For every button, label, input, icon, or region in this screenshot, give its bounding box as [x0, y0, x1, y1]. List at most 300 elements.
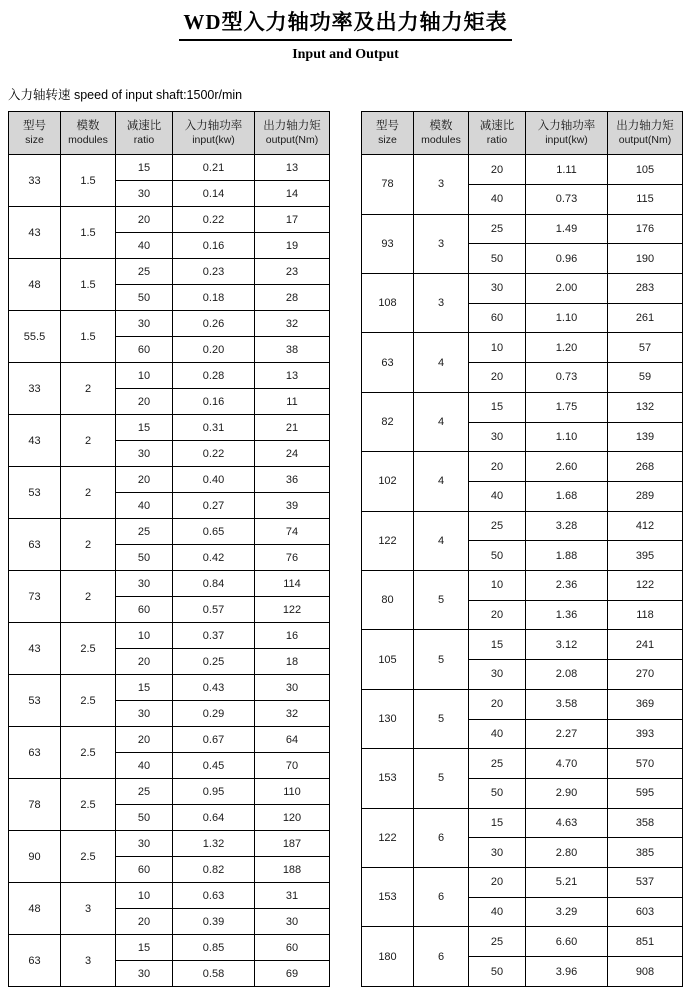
cell-size: 78 — [9, 779, 61, 831]
cell-input: 0.18 — [173, 285, 255, 311]
cell-output: 190 — [608, 244, 683, 274]
cell-ratio: 50 — [469, 957, 526, 987]
header-input — [173, 112, 255, 155]
cell-size: 33 — [9, 155, 61, 207]
cell-ratio: 25 — [116, 779, 173, 805]
cell-input: 0.65 — [173, 519, 255, 545]
cell-input: 0.82 — [173, 857, 255, 883]
cell-input: 0.28 — [173, 363, 255, 389]
right-table-body — [362, 155, 683, 987]
cell-output: 13 — [255, 155, 330, 181]
cell-ratio: 40 — [469, 719, 526, 749]
header-input-cn: 入力轴功率 — [184, 120, 243, 133]
cell-ratio: 25 — [469, 927, 526, 957]
cell-input: 0.37 — [173, 623, 255, 649]
cell-size: 53 — [9, 675, 61, 727]
cell-size: 63 — [9, 935, 61, 987]
cell-input: 0.22 — [173, 207, 255, 233]
cell-modules: 2 — [61, 519, 116, 571]
cell-output: 28 — [255, 285, 330, 311]
cell-size: 122 — [362, 511, 414, 570]
cell-input: 2.27 — [526, 719, 608, 749]
cell-size: 102 — [362, 452, 414, 511]
cell-ratio: 30 — [116, 571, 173, 597]
header-modules — [61, 112, 116, 155]
cell-ratio: 25 — [469, 749, 526, 779]
cell-ratio: 10 — [116, 883, 173, 909]
cell-input: 0.14 — [173, 181, 255, 207]
cell-ratio: 30 — [469, 422, 526, 452]
header-modules-cn: 模数 — [76, 120, 100, 133]
cell-size: 82 — [362, 392, 414, 451]
header-ratio-cn: 减速比 — [479, 120, 515, 133]
cell-modules: 2.5 — [61, 623, 116, 675]
cell-ratio: 15 — [116, 935, 173, 961]
header-output — [255, 112, 330, 155]
header-model-cn: 型号 — [376, 120, 399, 133]
cell-modules: 5 — [414, 571, 469, 630]
cell-output: 16 — [255, 623, 330, 649]
cell-size: 105 — [362, 630, 414, 689]
cell-modules: 6 — [414, 808, 469, 867]
cell-output: 118 — [608, 600, 683, 630]
cell-size: 153 — [362, 749, 414, 808]
cell-ratio: 10 — [116, 623, 173, 649]
cell-ratio: 30 — [469, 274, 526, 304]
cell-output: 19 — [255, 233, 330, 259]
cell-input: 3.96 — [526, 957, 608, 987]
header-input-en: input(kw) — [545, 133, 588, 146]
cell-output: 18 — [255, 649, 330, 675]
cell-output: 270 — [608, 660, 683, 690]
cell-ratio: 25 — [116, 259, 173, 285]
cell-ratio: 30 — [116, 701, 173, 727]
cell-input: 0.96 — [526, 244, 608, 274]
cell-input: 0.95 — [173, 779, 255, 805]
cell-input: 2.60 — [526, 452, 608, 482]
table-row — [362, 571, 683, 601]
cell-size: 48 — [9, 883, 61, 935]
cell-size: 43 — [9, 623, 61, 675]
cell-output: 11 — [255, 389, 330, 415]
cell-output: 23 — [255, 259, 330, 285]
cell-output: 122 — [255, 597, 330, 623]
cell-output: 17 — [255, 207, 330, 233]
cell-ratio: 15 — [469, 392, 526, 422]
table-row — [9, 883, 330, 909]
cell-input: 0.21 — [173, 155, 255, 181]
cell-output: 105 — [608, 155, 683, 185]
cell-modules: 2.5 — [61, 779, 116, 831]
cell-output: 115 — [608, 184, 683, 214]
cell-ratio: 50 — [116, 805, 173, 831]
cell-ratio: 40 — [116, 493, 173, 519]
cell-modules: 1.5 — [61, 311, 116, 363]
cell-size: 130 — [362, 689, 414, 748]
cell-input: 0.31 — [173, 415, 255, 441]
table-row — [362, 274, 683, 304]
cell-ratio: 20 — [116, 389, 173, 415]
cell-input: 0.40 — [173, 467, 255, 493]
cell-output: 283 — [608, 274, 683, 304]
cell-ratio: 15 — [469, 630, 526, 660]
cell-ratio: 20 — [469, 600, 526, 630]
cell-input: 0.23 — [173, 259, 255, 285]
cell-input: 1.36 — [526, 600, 608, 630]
header-modules-cn: 模数 — [429, 120, 453, 133]
cell-input: 2.80 — [526, 838, 608, 868]
cell-output: 369 — [608, 689, 683, 719]
cell-ratio: 15 — [116, 155, 173, 181]
cell-output: 289 — [608, 481, 683, 511]
cell-input: 4.63 — [526, 808, 608, 838]
cell-ratio: 50 — [469, 244, 526, 274]
cell-output: 268 — [608, 452, 683, 482]
cell-ratio: 30 — [116, 831, 173, 857]
table-row — [362, 333, 683, 363]
cell-output: 32 — [255, 311, 330, 337]
cell-output: 122 — [608, 571, 683, 601]
cell-input: 0.16 — [173, 389, 255, 415]
cell-output: 39 — [255, 493, 330, 519]
cell-ratio: 20 — [116, 909, 173, 935]
cell-size: 53 — [9, 467, 61, 519]
cell-input: 3.29 — [526, 897, 608, 927]
cell-ratio: 25 — [469, 511, 526, 541]
cell-ratio: 60 — [469, 303, 526, 333]
table-row — [9, 727, 330, 753]
table-row — [9, 259, 330, 285]
cell-ratio: 10 — [116, 363, 173, 389]
cell-ratio: 30 — [116, 961, 173, 987]
cell-modules: 4 — [414, 511, 469, 570]
table-row — [362, 155, 683, 185]
cell-ratio: 20 — [116, 467, 173, 493]
cell-input: 0.45 — [173, 753, 255, 779]
table-row — [9, 935, 330, 961]
cell-modules: 4 — [414, 452, 469, 511]
cell-ratio: 20 — [469, 689, 526, 719]
page-title: WD型入力轴功率及出力轴力矩表 — [179, 10, 511, 41]
cell-ratio: 20 — [469, 363, 526, 393]
cell-input: 0.85 — [173, 935, 255, 961]
header-ratio-cn: 减速比 — [126, 120, 162, 133]
cell-ratio: 40 — [116, 233, 173, 259]
header-modules-en: modules — [68, 133, 108, 146]
cell-ratio: 60 — [116, 337, 173, 363]
cell-input: 0.16 — [173, 233, 255, 259]
cell-output: 358 — [608, 808, 683, 838]
cell-modules: 3 — [414, 214, 469, 273]
cell-input: 0.63 — [173, 883, 255, 909]
cell-output: 188 — [255, 857, 330, 883]
cell-modules: 3 — [61, 935, 116, 987]
cell-size: 78 — [362, 155, 414, 214]
tables-container — [0, 111, 691, 987]
cell-ratio: 50 — [469, 541, 526, 571]
table-row — [362, 749, 683, 779]
cell-output: 30 — [255, 675, 330, 701]
cell-modules: 4 — [414, 333, 469, 392]
cell-size: 55.5 — [9, 311, 61, 363]
table-row — [9, 207, 330, 233]
cell-input: 4.70 — [526, 749, 608, 779]
cell-ratio: 15 — [116, 415, 173, 441]
cell-size: 180 — [362, 927, 414, 987]
cell-output: 595 — [608, 778, 683, 808]
cell-input: 2.36 — [526, 571, 608, 601]
cell-size: 122 — [362, 808, 414, 867]
table-row — [9, 623, 330, 649]
cell-ratio: 30 — [116, 311, 173, 337]
cell-modules: 3 — [414, 155, 469, 214]
cell-input: 6.60 — [526, 927, 608, 957]
header-modules-en: modules — [421, 133, 461, 146]
cell-input: 3.28 — [526, 511, 608, 541]
header-output-cn: 出力轴力矩 — [616, 120, 674, 133]
cell-ratio: 40 — [469, 481, 526, 511]
cell-output: 31 — [255, 883, 330, 909]
header-input-en: input(kw) — [192, 133, 235, 146]
cell-output: 395 — [608, 541, 683, 571]
cell-ratio: 15 — [116, 675, 173, 701]
cell-output: 30 — [255, 909, 330, 935]
table-header-row — [9, 112, 330, 155]
cell-output: 59 — [608, 363, 683, 393]
cell-input: 1.32 — [173, 831, 255, 857]
table-header-row — [362, 112, 683, 155]
cell-input: 0.57 — [173, 597, 255, 623]
cell-ratio: 60 — [116, 597, 173, 623]
cell-modules: 2 — [61, 467, 116, 519]
table-row — [362, 392, 683, 422]
cell-output: 261 — [608, 303, 683, 333]
cell-output: 241 — [608, 630, 683, 660]
cell-input: 3.58 — [526, 689, 608, 719]
cell-input: 1.10 — [526, 303, 608, 333]
page-subtitle: Input and Output — [292, 47, 399, 63]
header-ratio — [116, 112, 173, 155]
cell-input: 1.68 — [526, 481, 608, 511]
table-row — [362, 868, 683, 898]
cell-modules: 5 — [414, 689, 469, 748]
header-model — [362, 112, 414, 155]
cell-input: 0.43 — [173, 675, 255, 701]
cell-output: 76 — [255, 545, 330, 571]
header-model — [9, 112, 61, 155]
cell-output: 74 — [255, 519, 330, 545]
header-model-en: size — [378, 133, 397, 146]
cell-size: 108 — [362, 274, 414, 333]
table-row — [9, 155, 330, 181]
cell-input: 1.20 — [526, 333, 608, 363]
header-modules — [414, 112, 469, 155]
cell-modules: 2 — [61, 363, 116, 415]
cell-input: 1.88 — [526, 541, 608, 571]
cell-size: 153 — [362, 868, 414, 927]
cell-output: 385 — [608, 838, 683, 868]
cell-size: 43 — [9, 207, 61, 259]
left-table-body — [9, 155, 330, 987]
cell-output: 69 — [255, 961, 330, 987]
cell-size: 63 — [9, 519, 61, 571]
cell-input: 0.67 — [173, 727, 255, 753]
cell-input: 0.73 — [526, 184, 608, 214]
cell-modules: 2 — [61, 415, 116, 467]
cell-output: 603 — [608, 897, 683, 927]
cell-input: 0.25 — [173, 649, 255, 675]
cell-input: 1.11 — [526, 155, 608, 185]
cell-ratio: 30 — [116, 441, 173, 467]
cell-size: 48 — [9, 259, 61, 311]
cell-ratio: 10 — [469, 333, 526, 363]
cell-ratio: 30 — [116, 181, 173, 207]
cell-output: 60 — [255, 935, 330, 961]
header-ratio-en: ratio — [133, 133, 155, 146]
cell-ratio: 50 — [116, 285, 173, 311]
cell-input: 2.00 — [526, 274, 608, 304]
table-row — [362, 214, 683, 244]
cell-ratio: 30 — [469, 660, 526, 690]
cell-input: 1.49 — [526, 214, 608, 244]
cell-size: 43 — [9, 415, 61, 467]
table-row — [362, 630, 683, 660]
cell-output: 120 — [255, 805, 330, 831]
cell-output: 32 — [255, 701, 330, 727]
header-output-cn: 出力轴力矩 — [263, 120, 321, 133]
cell-output: 70 — [255, 753, 330, 779]
input-shaft-speed-note: 入力轴转速 speed of input shaft:1500r/min — [8, 88, 243, 103]
cell-output: 14 — [255, 181, 330, 207]
header-input-cn: 入力轴功率 — [537, 120, 596, 133]
cell-output: 57 — [608, 333, 683, 363]
table-row — [362, 808, 683, 838]
cell-output: 110 — [255, 779, 330, 805]
cell-input: 0.64 — [173, 805, 255, 831]
cell-size: 63 — [9, 727, 61, 779]
cell-size: 93 — [362, 214, 414, 273]
right-data-table — [361, 111, 683, 987]
cell-modules: 2.5 — [61, 675, 116, 727]
cell-modules: 5 — [414, 630, 469, 689]
table-row — [9, 779, 330, 805]
cell-modules: 6 — [414, 927, 469, 987]
title-block — [0, 0, 691, 63]
table-row — [9, 415, 330, 441]
table-row — [9, 467, 330, 493]
cell-modules: 1.5 — [61, 259, 116, 311]
cell-input: 1.75 — [526, 392, 608, 422]
cell-ratio: 20 — [469, 868, 526, 898]
cell-input: 0.42 — [173, 545, 255, 571]
cell-ratio: 10 — [469, 571, 526, 601]
cell-size: 80 — [362, 571, 414, 630]
cell-input: 0.29 — [173, 701, 255, 727]
cell-output: 132 — [608, 392, 683, 422]
cell-ratio: 20 — [469, 452, 526, 482]
header-input — [526, 112, 608, 155]
cell-output: 187 — [255, 831, 330, 857]
cell-ratio: 25 — [469, 214, 526, 244]
header-ratio — [469, 112, 526, 155]
cell-input: 3.12 — [526, 630, 608, 660]
cell-modules: 6 — [414, 868, 469, 927]
cell-output: 13 — [255, 363, 330, 389]
table-row — [362, 511, 683, 541]
table-row — [9, 519, 330, 545]
cell-modules: 2.5 — [61, 831, 116, 883]
table-row — [9, 311, 330, 337]
cell-output: 64 — [255, 727, 330, 753]
cell-ratio: 20 — [116, 207, 173, 233]
cell-modules: 2 — [61, 571, 116, 623]
cell-modules: 1.5 — [61, 207, 116, 259]
cell-modules: 3 — [414, 274, 469, 333]
table-row — [362, 452, 683, 482]
table-row — [9, 571, 330, 597]
cell-input: 1.10 — [526, 422, 608, 452]
cell-output: 537 — [608, 868, 683, 898]
table-gap — [341, 111, 351, 987]
cell-input: 0.22 — [173, 441, 255, 467]
cell-output: 176 — [608, 214, 683, 244]
cell-modules: 2.5 — [61, 727, 116, 779]
cell-output: 851 — [608, 927, 683, 957]
cell-ratio: 20 — [469, 155, 526, 185]
cell-input: 5.21 — [526, 868, 608, 898]
cell-input: 0.20 — [173, 337, 255, 363]
cell-size: 33 — [9, 363, 61, 415]
cell-ratio: 20 — [116, 727, 173, 753]
cell-ratio: 30 — [469, 838, 526, 868]
cell-input: 0.27 — [173, 493, 255, 519]
cell-ratio: 15 — [469, 808, 526, 838]
table-row — [362, 927, 683, 957]
cell-output: 139 — [608, 422, 683, 452]
cell-ratio: 60 — [116, 857, 173, 883]
cell-output: 114 — [255, 571, 330, 597]
table-row — [9, 831, 330, 857]
left-data-table — [8, 111, 330, 987]
header-output — [608, 112, 683, 155]
cell-modules: 1.5 — [61, 155, 116, 207]
cell-modules: 4 — [414, 392, 469, 451]
cell-size: 90 — [9, 831, 61, 883]
cell-output: 36 — [255, 467, 330, 493]
cell-ratio: 50 — [469, 778, 526, 808]
header-ratio-en: ratio — [486, 133, 508, 146]
table-row — [9, 363, 330, 389]
cell-ratio: 40 — [469, 184, 526, 214]
cell-output: 21 — [255, 415, 330, 441]
cell-ratio: 25 — [116, 519, 173, 545]
cell-output: 393 — [608, 719, 683, 749]
table-row — [9, 675, 330, 701]
cell-ratio: 40 — [116, 753, 173, 779]
header-model-en: size — [25, 133, 44, 146]
cell-output: 412 — [608, 511, 683, 541]
cell-modules: 5 — [414, 749, 469, 808]
cell-input: 2.90 — [526, 778, 608, 808]
cell-input: 0.73 — [526, 363, 608, 393]
cell-output: 570 — [608, 749, 683, 779]
cell-input: 2.08 — [526, 660, 608, 690]
header-model-cn: 型号 — [23, 120, 46, 133]
cell-ratio: 40 — [469, 897, 526, 927]
cell-input: 0.58 — [173, 961, 255, 987]
header-output-en: output(Nm) — [265, 133, 319, 146]
table-row — [362, 689, 683, 719]
